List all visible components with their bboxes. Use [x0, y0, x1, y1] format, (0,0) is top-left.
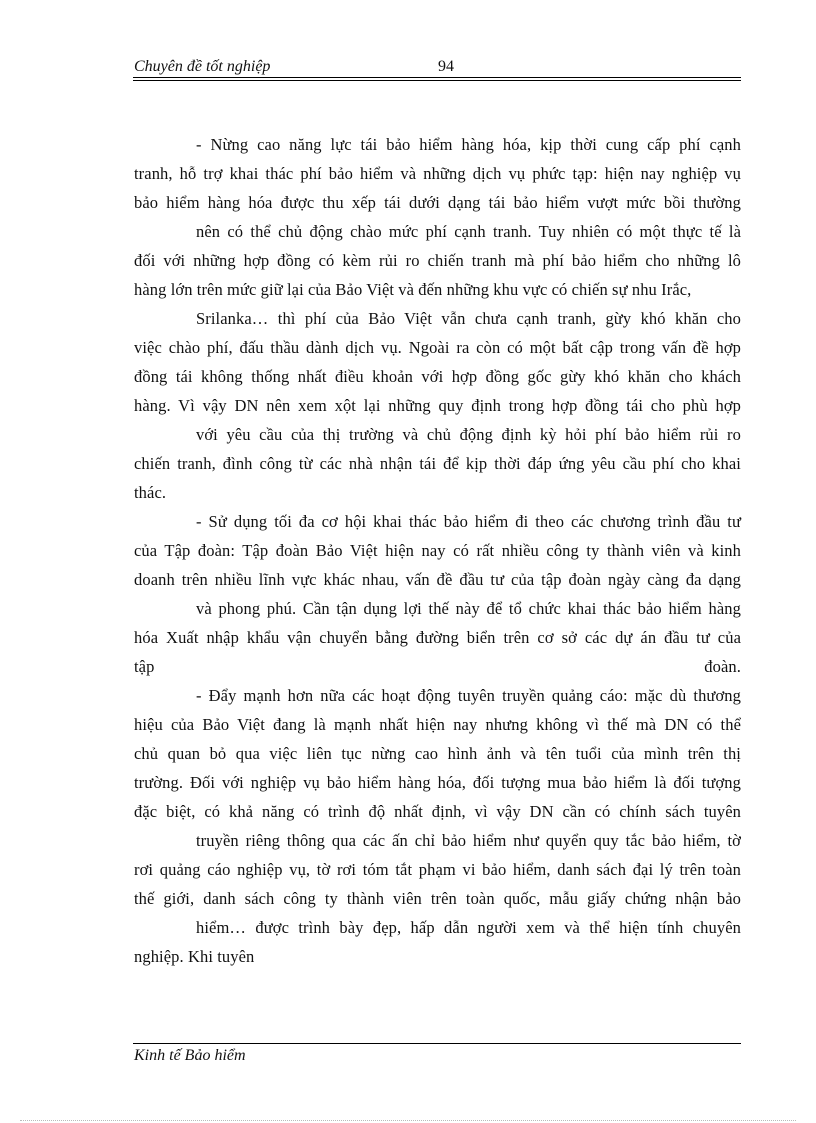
text-line: thế giới, danh sách công ty thành viên trên toàn quốc, mẫu giấy chứng nhận bảo [134, 889, 741, 908]
text-line: tranh, hỗ trợ khai thác phí bảo hiểm và những dịch vụ phức tạp: hiện nay nghiệp vụ [134, 164, 741, 183]
text-line: hiểm… được trình bày đẹp, hấp dẫn người xem và thể hiện tính chuyên [196, 918, 741, 937]
text-line: việc chào phí, đấu thầu dành dịch vụ. Ngoài ra còn có một bất cập trong vấn đề hợp [134, 338, 741, 357]
header-title: Chuyên đề tốt nghiệp [134, 58, 271, 75]
text-line: - Sử dụng tối đa cơ hội khai thác bảo hiểm đi theo các chương trình đầu tư [196, 512, 741, 531]
header-rule-bottom [133, 80, 741, 81]
text-line: hiệu của Bảo Việt đang là mạnh nhất hiện nay nhưng không vì thế mà DN có thể [134, 715, 741, 734]
text-line: chủ quan bỏ qua việc liên tục nừng cao hình ảnh và tên tuổi của mình trên thị [134, 744, 741, 763]
text-line: thác. [134, 483, 167, 502]
text-line: truyền riêng thông qua các ấn chỉ bảo hiểm như quyển quy tắc bảo hiểm, tờ [196, 831, 741, 850]
footer-title: Kinh tế Bảo hiểm [134, 1047, 246, 1064]
header-rule-top [133, 77, 741, 78]
text-line: - Đẩy mạnh hơn nữa các hoạt động tuyên truyền quảng cáo: mặc dù thương [196, 686, 741, 705]
text-line: Srilanka… thì phí của Bảo Việt vẫn chưa cạnh tranh, gừy khó khăn cho [196, 309, 741, 328]
text-line: và phong phú. Cần tận dụng lợi thế này để tổ chức khai thác bảo hiểm hàng [196, 599, 741, 618]
text-line: hóa Xuất nhập khẩu vận chuyển bằng đường biển trên cơ sở các dự án đầu tư của [134, 628, 741, 647]
text-line: trường. Đối với nghiệp vụ bảo hiểm hàng hóa, đối tượng mua bảo hiểm là đối tượng [134, 773, 741, 792]
text-line: - Nừng cao năng lực tái bảo hiểm hàng hóa, kịp thời cung cấp phí cạnh [196, 135, 741, 154]
text-line: chiến tranh, đình công từ các nhà nhận tái để kịp thời đáp ứng yêu cầu phí cho khai [134, 454, 741, 473]
text-line: nên có thể chủ động chào mức phí cạnh tranh. Tuy nhiên có một thực tế là [196, 222, 741, 241]
text-line: doanh trên nhiều lĩnh vực khác nhau, vấn đề đầu tư của tập đoàn ngày càng đa dạng [134, 570, 741, 589]
text-line: nghiệp. Khi tuyên [134, 947, 255, 966]
text-line: tập đoàn. [134, 657, 741, 676]
text-line: với yêu cầu của thị trường và chủ động định kỳ hỏi phí bảo hiểm rủi ro [196, 425, 741, 444]
text-line: bảo hiểm hàng hóa được thu xếp tái dưới dạng tái bảo hiểm vượt mức bồi thường [134, 193, 741, 212]
page-bottom-border [20, 1120, 796, 1121]
page-number: 94 [438, 58, 454, 75]
text-line: hàng. Vì vậy DN nên xem xột lại những quy định trong hợp đồng tái cho phù hợp [134, 396, 741, 415]
footer-rule [133, 1043, 741, 1044]
text-line: đồng tái không thống nhất điều khoản với hợp đồng gốc gừy khó khăn cho khách [134, 367, 741, 386]
text-line: của Tập đoàn: Tập đoàn Bảo Việt hiện nay có rất nhiều công ty thành viên và kinh [134, 541, 741, 560]
text-line: hàng lớn trên mức giữ lại của Bảo Việt và đến những khu vực có chiến sự nhu Irắc, [134, 280, 692, 299]
text-line: đối với những hợp đồng có kèm rủi ro chiến tranh mà phí bảo hiểm cho những lô [134, 251, 741, 270]
text-line: đặc biệt, có khả năng có trình độ nhất định, vì vậy DN cần có chính sách tuyên [134, 802, 741, 821]
text-line: rơi quảng cáo nghiệp vụ, tờ rơi tóm tắt phạm vi bảo hiểm, danh sách đại lý trên toàn [134, 860, 741, 879]
